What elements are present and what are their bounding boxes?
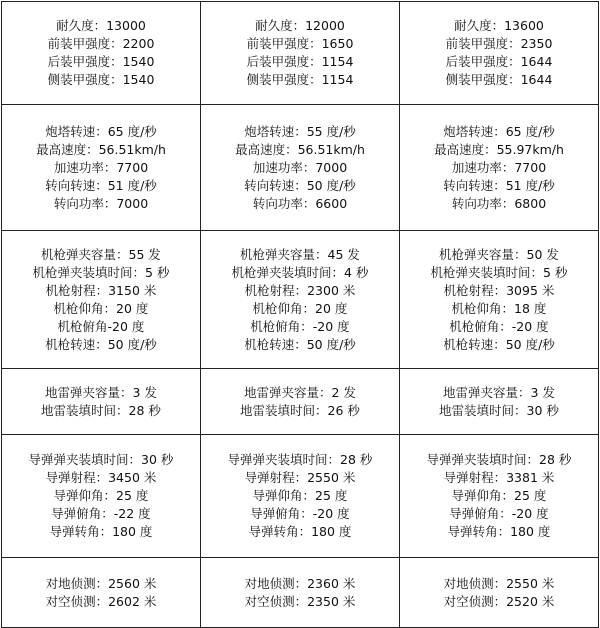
table-cell (400, 105, 599, 231)
stat-line: 对空侦测：2520 米 (443, 593, 555, 609)
stat-line: 前装甲强度：2200 (47, 36, 155, 51)
table-cell (201, 558, 400, 628)
table-cell (400, 369, 599, 435)
stat-line: 机枪弹夹容量：55 发 (41, 246, 161, 262)
stat-line: 地雷装填时间：26 秒 (240, 402, 360, 418)
table-cell (2, 435, 201, 558)
stat-line: 转向转速：50 度/秒 (244, 177, 356, 193)
table-row-detection (2, 558, 599, 628)
stat-line: 加速功率：7700 (451, 159, 547, 175)
stat-line: 转向转速：51 度/秒 (45, 177, 157, 193)
stat-line: 机枪俯角：-20 度 (250, 318, 350, 334)
stat-line: 侧装甲强度：1540 (47, 72, 155, 87)
stat-line: 转向功率：7000 (53, 195, 149, 211)
stat-line: 导弹射程：3450 米 (45, 470, 157, 485)
stat-line: 对空侦测：2350 米 (244, 593, 356, 609)
stat-line: 导弹射程：2550 米 (244, 470, 356, 485)
stat-line: 机枪俯角：-20 度 (449, 318, 549, 334)
table-row-durability (2, 2, 599, 105)
table-row-machine-gun (2, 231, 599, 369)
stat-line: 机枪弹夹容量：50 发 (439, 246, 559, 262)
stat-line: 转向转速：51 度/秒 (443, 177, 555, 193)
stat-line: 地雷弹夹容量：3 发 (45, 384, 157, 400)
stat-line: 后装甲强度：1154 (246, 54, 354, 69)
stat-line: 机枪射程：3150 米 (45, 282, 157, 298)
stat-line: 最高速度：55.97km/h (434, 141, 564, 157)
stat-line: 炮塔转速：65 度/秒 (443, 123, 555, 139)
stat-line: 机枪弹夹装填时间：5 秒 (430, 264, 568, 280)
table-cell (201, 369, 400, 435)
stat-line: 导弹仰角：25 度 (252, 488, 348, 503)
stat-line: 导弹仰角：25 度 (451, 488, 547, 503)
stat-line: 对地侦测：2560 米 (45, 575, 157, 591)
table-row-mines (2, 369, 599, 435)
stat-line: 机枪转速：50 度/秒 (443, 336, 555, 352)
stat-line: 侧装甲强度：1644 (445, 72, 553, 87)
stat-line: 导弹仰角：25 度 (53, 488, 149, 503)
stat-line: 耐久度：12000 (255, 18, 345, 33)
table-cell (201, 105, 400, 231)
stat-line: 导弹转角：180 度 (447, 524, 551, 539)
stat-line: 机枪仰角：20 度 (252, 300, 348, 316)
stat-line: 对地侦测：2360 米 (244, 575, 356, 591)
stat-line: 后装甲强度：1540 (47, 54, 155, 69)
stat-line: 机枪弹夹容量：45 发 (240, 246, 360, 262)
table-cell (2, 558, 201, 628)
stat-line: 加速功率：7700 (53, 159, 149, 175)
stat-line: 后装甲强度：1644 (445, 54, 553, 69)
stat-line: 导弹俯角：-20 度 (250, 506, 350, 521)
stat-line: 耐久度：13600 (454, 18, 544, 33)
table-cell (2, 2, 201, 105)
table-cell (400, 558, 599, 628)
table-row-mobility (2, 105, 599, 231)
stat-line: 导弹俯角：-20 度 (449, 506, 549, 521)
stat-line: 炮塔转速：65 度/秒 (45, 123, 157, 139)
table-cell (400, 231, 599, 369)
table-row-missiles (2, 435, 599, 558)
stat-line: 转向功率：6600 (252, 195, 348, 211)
stat-line: 最高速度：56.51km/h (235, 141, 365, 157)
table-cell (2, 105, 201, 231)
stat-line: 耐久度：13000 (56, 18, 146, 33)
stat-line: 加速功率：7000 (252, 159, 348, 175)
stat-line: 地雷装填时间：30 秒 (439, 402, 559, 418)
table-cell (400, 2, 599, 105)
stat-line: 机枪仰角：18 度 (451, 300, 547, 316)
table-cell (2, 231, 201, 369)
stat-line: 导弹转角：180 度 (49, 524, 153, 539)
stat-line: 机枪转速：50 度/秒 (45, 336, 157, 352)
stat-line: 机枪射程：3095 米 (443, 282, 555, 298)
stat-line: 前装甲强度：2350 (445, 36, 553, 51)
stat-line: 导弹弹夹装填时间：28 秒 (227, 452, 373, 467)
stat-line: 最高速度：56.51km/h (36, 141, 166, 157)
stat-line: 侧装甲强度：1154 (246, 72, 354, 87)
stat-line: 地雷弹夹容量：3 发 (443, 384, 555, 400)
stat-line: 机枪弹夹装填时间：4 秒 (231, 264, 369, 280)
stat-line: 机枪弹夹装填时间：5 秒 (32, 264, 170, 280)
stat-line: 导弹俯角：-22 度 (51, 506, 151, 521)
table-cell (201, 435, 400, 558)
stat-line: 对地侦测：2550 米 (443, 575, 555, 591)
stat-line: 对空侦测：2602 米 (45, 593, 157, 609)
stat-line: 导弹射程：3381 米 (443, 470, 555, 485)
table-cell (201, 2, 400, 105)
stat-line: 导弹弹夹装填时间：30 秒 (28, 452, 174, 467)
table-cell (201, 231, 400, 369)
stat-line: 前装甲强度：1650 (246, 36, 354, 51)
stat-line: 导弹转角：180 度 (248, 524, 352, 539)
stat-line: 炮塔转速：55 度/秒 (244, 123, 356, 139)
table-cell (400, 435, 599, 558)
table-cell (2, 369, 201, 435)
stat-line: 地雷装填时间：28 秒 (41, 402, 161, 418)
stat-line: 机枪转速：50 度/秒 (244, 336, 356, 352)
stats-table (1, 1, 599, 628)
stat-line: 地雷弹夹容量：2 发 (244, 384, 356, 400)
stat-line: 导弹弹夹装填时间：28 秒 (426, 452, 572, 467)
stat-line: 机枪射程：2300 米 (244, 282, 356, 298)
stat-line: 机枪仰角：20 度 (53, 300, 149, 316)
stat-line: 机枪俯角-20 度 (57, 318, 145, 334)
stat-line: 转向功率：6800 (451, 195, 547, 211)
